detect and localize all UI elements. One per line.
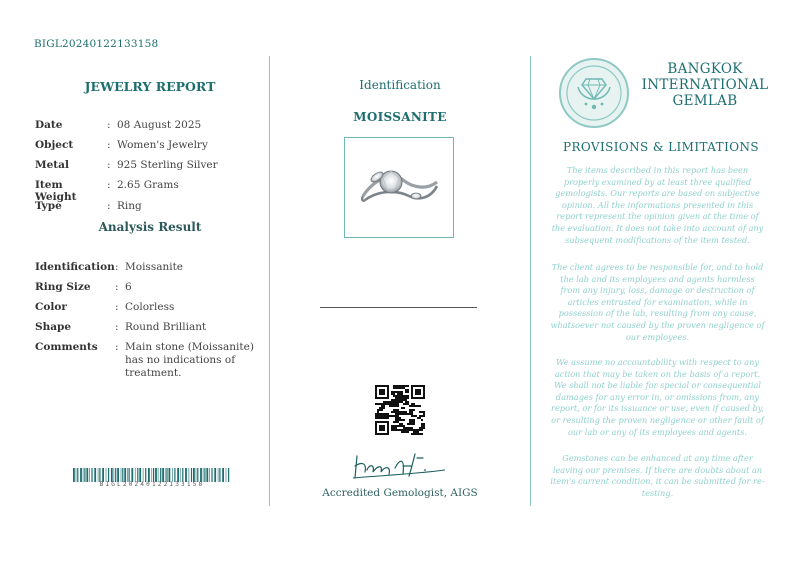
analysis-row-shape [35,321,270,334]
analysis-result-title: Analysis Result [98,220,202,234]
lab-name [640,61,770,109]
ring-photo [344,137,454,238]
provision-paragraph-3: We assume no accountability with respect to any action that may be taken on the basis of a report. We shall not be liable for special or consequential damages for any error in, or omissions from, any report, or for its issuance or use, even if caused by, or resulting the proven negligence or other fault of our lab or any of its employees and agents. [551,357,764,437]
detail-colon: : [107,139,111,151]
analysis-colon: : [115,341,119,353]
qr-code [375,385,425,435]
detail-key: Metal [35,159,69,171]
identification-value: MOISSANITE [353,110,447,124]
detail-value: 925 Sterling Silver [117,159,218,171]
detail-colon: : [107,159,111,171]
barcode-text: BIGL20240122133158 [99,481,205,488]
analysis-row-color [35,301,270,314]
analysis-value: Round Brilliant [125,321,207,333]
detail-value: Ring [117,200,142,212]
detail-row-object [35,139,270,152]
detail-row-date [35,119,270,132]
identification-label: Identification [359,78,441,92]
analysis-key: Ring Size [35,281,91,293]
provision-paragraph-2: The client agrees to be responsible for, and to hold the lab and its employees and agents harmless from any injury, loss, damage or destruction of articles entrusted for examination, while in possession of the lab, resulting from any cause, whatsoever not caused by the proven negligence of our employees. [550,262,765,342]
analysis-colon: : [115,281,119,293]
gemologist-signature [345,448,455,484]
gemologist-title: Accredited Gemologist, AIGS [322,487,478,499]
detail-value: Women's Jewelry [117,139,208,151]
detail-row-type [35,200,270,213]
detail-row-metal [35,159,270,172]
analysis-key: Color [35,301,67,313]
report-id: BIGL20240122133158 [34,38,159,50]
analysis-key: Identification [35,261,115,273]
barcode [73,468,231,482]
analysis-value: Moissanite [125,261,184,273]
analysis-colon: : [115,321,119,333]
detail-colon: : [107,200,111,212]
lab-name-line-1: BANGKOK [667,61,743,77]
detail-colon: : [107,119,111,131]
detail-key: Date [35,119,63,131]
signature-line [320,307,477,308]
detail-key: Object [35,139,74,151]
lab-name-line-2: INTERNATIONAL [641,77,769,93]
detail-value: 08 August 2025 [117,119,202,131]
analysis-row-comments [35,341,270,380]
detail-colon: : [107,179,111,191]
analysis-value: Main stone (Moissanite) has no indications of treatment. [125,341,254,379]
lab-name-line-3: GEMLAB [672,93,738,109]
jewelry-report-title: JEWELRY REPORT [84,79,216,94]
analysis-colon: : [115,261,119,273]
gemlab-logo [558,57,630,129]
analysis-value: 6 [125,281,132,293]
analysis-row-identification [35,261,270,274]
provisions-title: PROVISIONS & LIMITATIONS [563,140,759,154]
provision-paragraph-4: Gemstones can be enhanced at any time after leaving our premises. If there are doubts about an item's current condition, it can be submitted for re-testing. [550,453,765,498]
provision-paragraph-1: The items described in this report has been properly examined by at least three qualified gemologists. Our reports are based on subjective opinion. All the informations presented in this report represent the opinion given at the time of the evaluation. It does not take into account of any subsequent modifications of the item tested. [551,165,764,245]
analysis-value: Colorless [125,301,175,313]
detail-value: 2.65 Grams [117,179,179,191]
detail-key: Item Weight [35,179,77,203]
analysis-colon: : [115,301,119,313]
ring-image [345,138,453,237]
analysis-key: Shape [35,321,72,333]
divider-right [530,56,531,506]
detail-key: Type [35,200,62,212]
analysis-key: Comments [35,341,98,353]
analysis-row-ring-size [35,281,270,294]
